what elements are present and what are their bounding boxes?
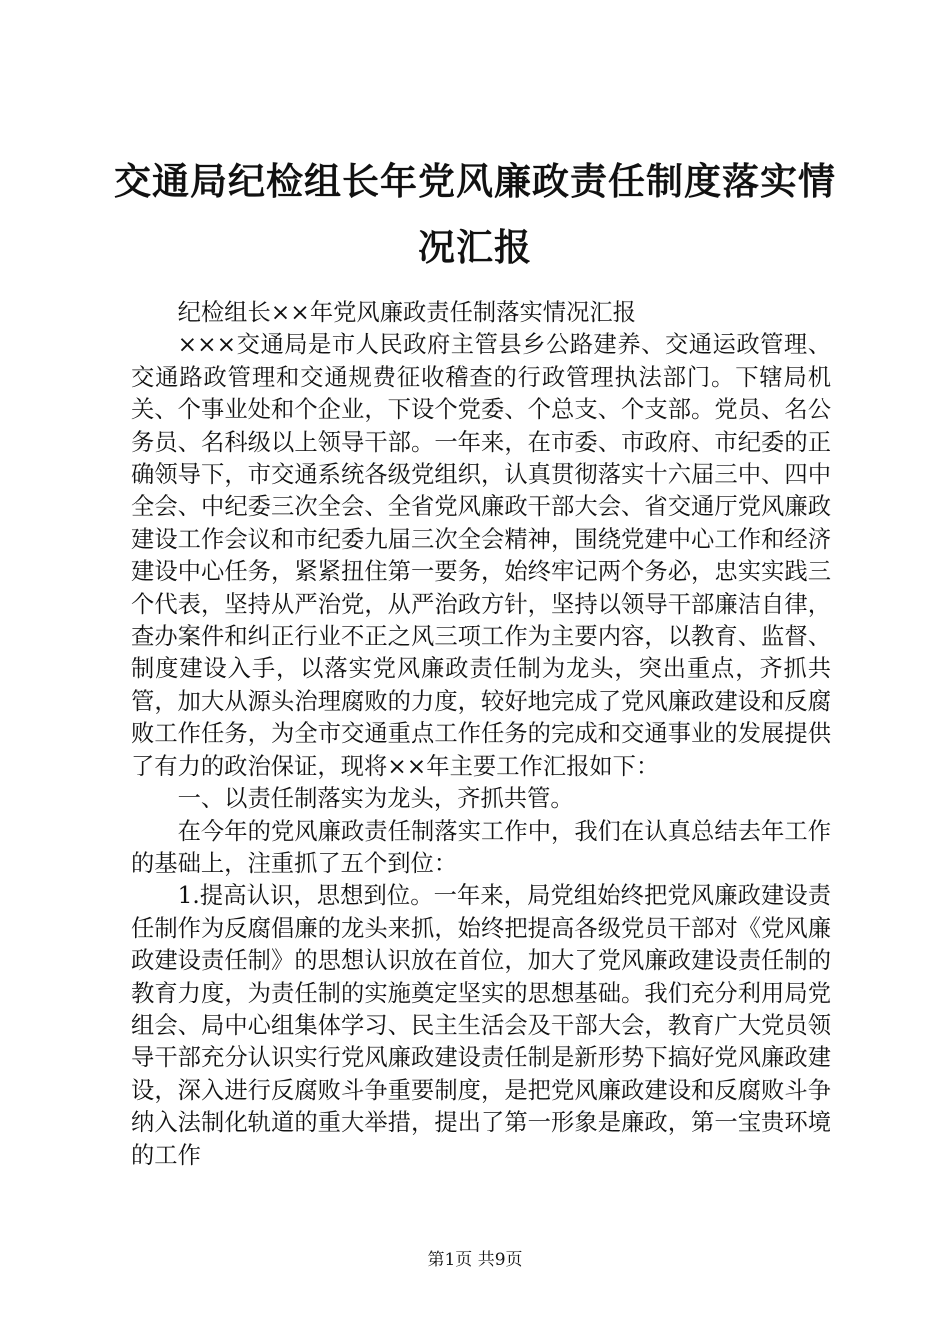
paragraph-intro: ×××交通局是市人民政府主管县乡公路建养、交通运政管理、交通路政管理和交通规费征收稽查的行政管理执法部门。下辖局机关、个事业处和个企业，下设个党委、个总支、个支部。党员、名公务员、名科级以上领导干部。一年来，在市委、市政府、市纪委的正确领导下，市交通系统各级党组织，认真贯彻落实十六届三中、四中全会、中纪委三次全会、全省党风廉政干部大会、省交通厅党风廉政建设工作会议和市纪委九届三次全会精神，围绕党建中心工作和经济建设中心任务，紧紧扭住第一要务，始终牢记两个务必，忠实实践三个代表，坚持从严治党，从严治政方针，坚持以领导干部廉洁自律，查办案件和纠正行业不正之风三项工作为主要内容，以教育、监督、制度建设入手，以落实党风廉政责任制为龙头，突出重点，齐抓共管，加大从源头治理腐败的力度，较好地完成了党风廉政建设和反腐败工作任务，为全市交通重点工作任务的完成和交通事业的发展提供了有力的政治保证，现将××年主要工作汇报如下： bbox=[131, 331, 831, 780]
paragraph-item-1: 1.提高认识，思想到位。一年来，局党组始终把党风廉政建设责任制作为反腐倡廉的龙头来抓，始终把提高各级党员干部对《党风廉政建设责任制》的思想认识放在首位，加大了党风廉政建设责任制的教育力度，为责任制的实施奠定坚实的思想基础。我们充分利用局党组会、局中心组集体学习、民主生活会及干部大会，教育广大党员领导干部充分认识实行党风廉政建设责任制是新形势下搞好党风廉政建设，深入进行反腐败斗争重要制度，是把党风廉政建设和反腐败斗争纳入法制化轨道的重大举措，提出了第一形象是廉政，第一宝贵环境的工作 bbox=[131, 882, 831, 1169]
page-footer: 第1页 共9页 bbox=[427, 1250, 523, 1270]
paragraph-section-lead: 在今年的党风廉政责任制落实工作中，我们在认真总结去年工作的基础上，注重抓了五个到位： bbox=[131, 817, 831, 877]
paragraph-subtitle: 纪检组长××年党风廉政责任制落实情况汇报 bbox=[177, 299, 636, 326]
document-body bbox=[131, 297, 831, 1172]
paragraph-section-heading: 一、以责任制落实为龙头，齐抓共管。 bbox=[177, 785, 574, 813]
document-title: 交通局纪检组长年党风廉政责任制度落实情况汇报 bbox=[114, 159, 836, 269]
